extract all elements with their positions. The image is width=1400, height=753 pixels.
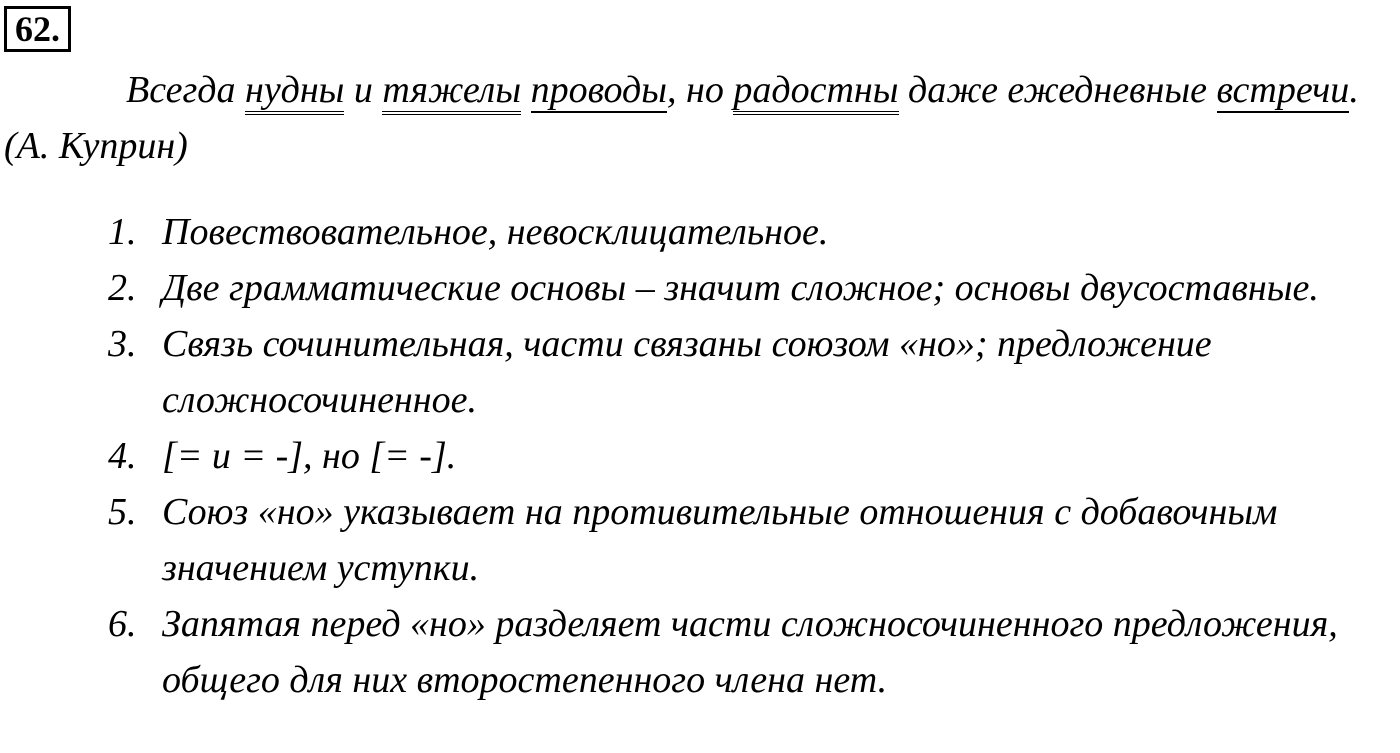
subject-word: проводы xyxy=(530,69,668,111)
analysis-list xyxy=(108,204,1398,708)
item-text: Повествовательное, невосклицательное. xyxy=(162,211,829,253)
item-number: 2. xyxy=(108,267,137,309)
list-item xyxy=(108,260,1398,316)
example-sentence xyxy=(4,62,1384,174)
sentence-word: . (А. Куприн) xyxy=(4,69,1359,167)
item-number: 5. xyxy=(108,491,137,533)
sentence-word: и xyxy=(344,69,383,111)
item-text: Связь сочинительная, части связаны союзом «но»; предложение сложносочиненное. xyxy=(162,323,1212,421)
sentence-word: Всегда xyxy=(126,69,245,111)
item-text: Две грамматические основы – значит сложное; основы двусоставные. xyxy=(162,267,1319,309)
item-text: Союз «но» указывает на противительные отношения с добавочным значением уступки. xyxy=(162,491,1278,589)
list-item xyxy=(108,204,1398,260)
sentence-word: даже ежедневные xyxy=(898,69,1217,111)
predicate-word: радостны xyxy=(733,69,898,115)
item-number: 3. xyxy=(108,323,137,365)
list-item xyxy=(108,484,1398,596)
item-text: Запятая перед «но» разделяет части сложносочиненного предложения, общего для них второстепенного члена нет. xyxy=(162,603,1338,701)
predicate-word: тяжелы xyxy=(382,69,521,115)
list-item xyxy=(108,596,1398,708)
item-number: 4. xyxy=(108,435,137,477)
sentence-word: , но xyxy=(667,69,734,111)
task-number: 62. xyxy=(4,6,71,52)
list-item xyxy=(108,316,1398,428)
sentence-word xyxy=(521,69,531,111)
list-item xyxy=(108,428,1398,484)
subject-word: встречи xyxy=(1216,69,1350,111)
item-text: [= и = -], но [= -]. xyxy=(162,435,457,477)
predicate-word: нудны xyxy=(245,69,344,115)
item-number: 6. xyxy=(108,603,137,645)
item-number: 1. xyxy=(108,211,137,253)
